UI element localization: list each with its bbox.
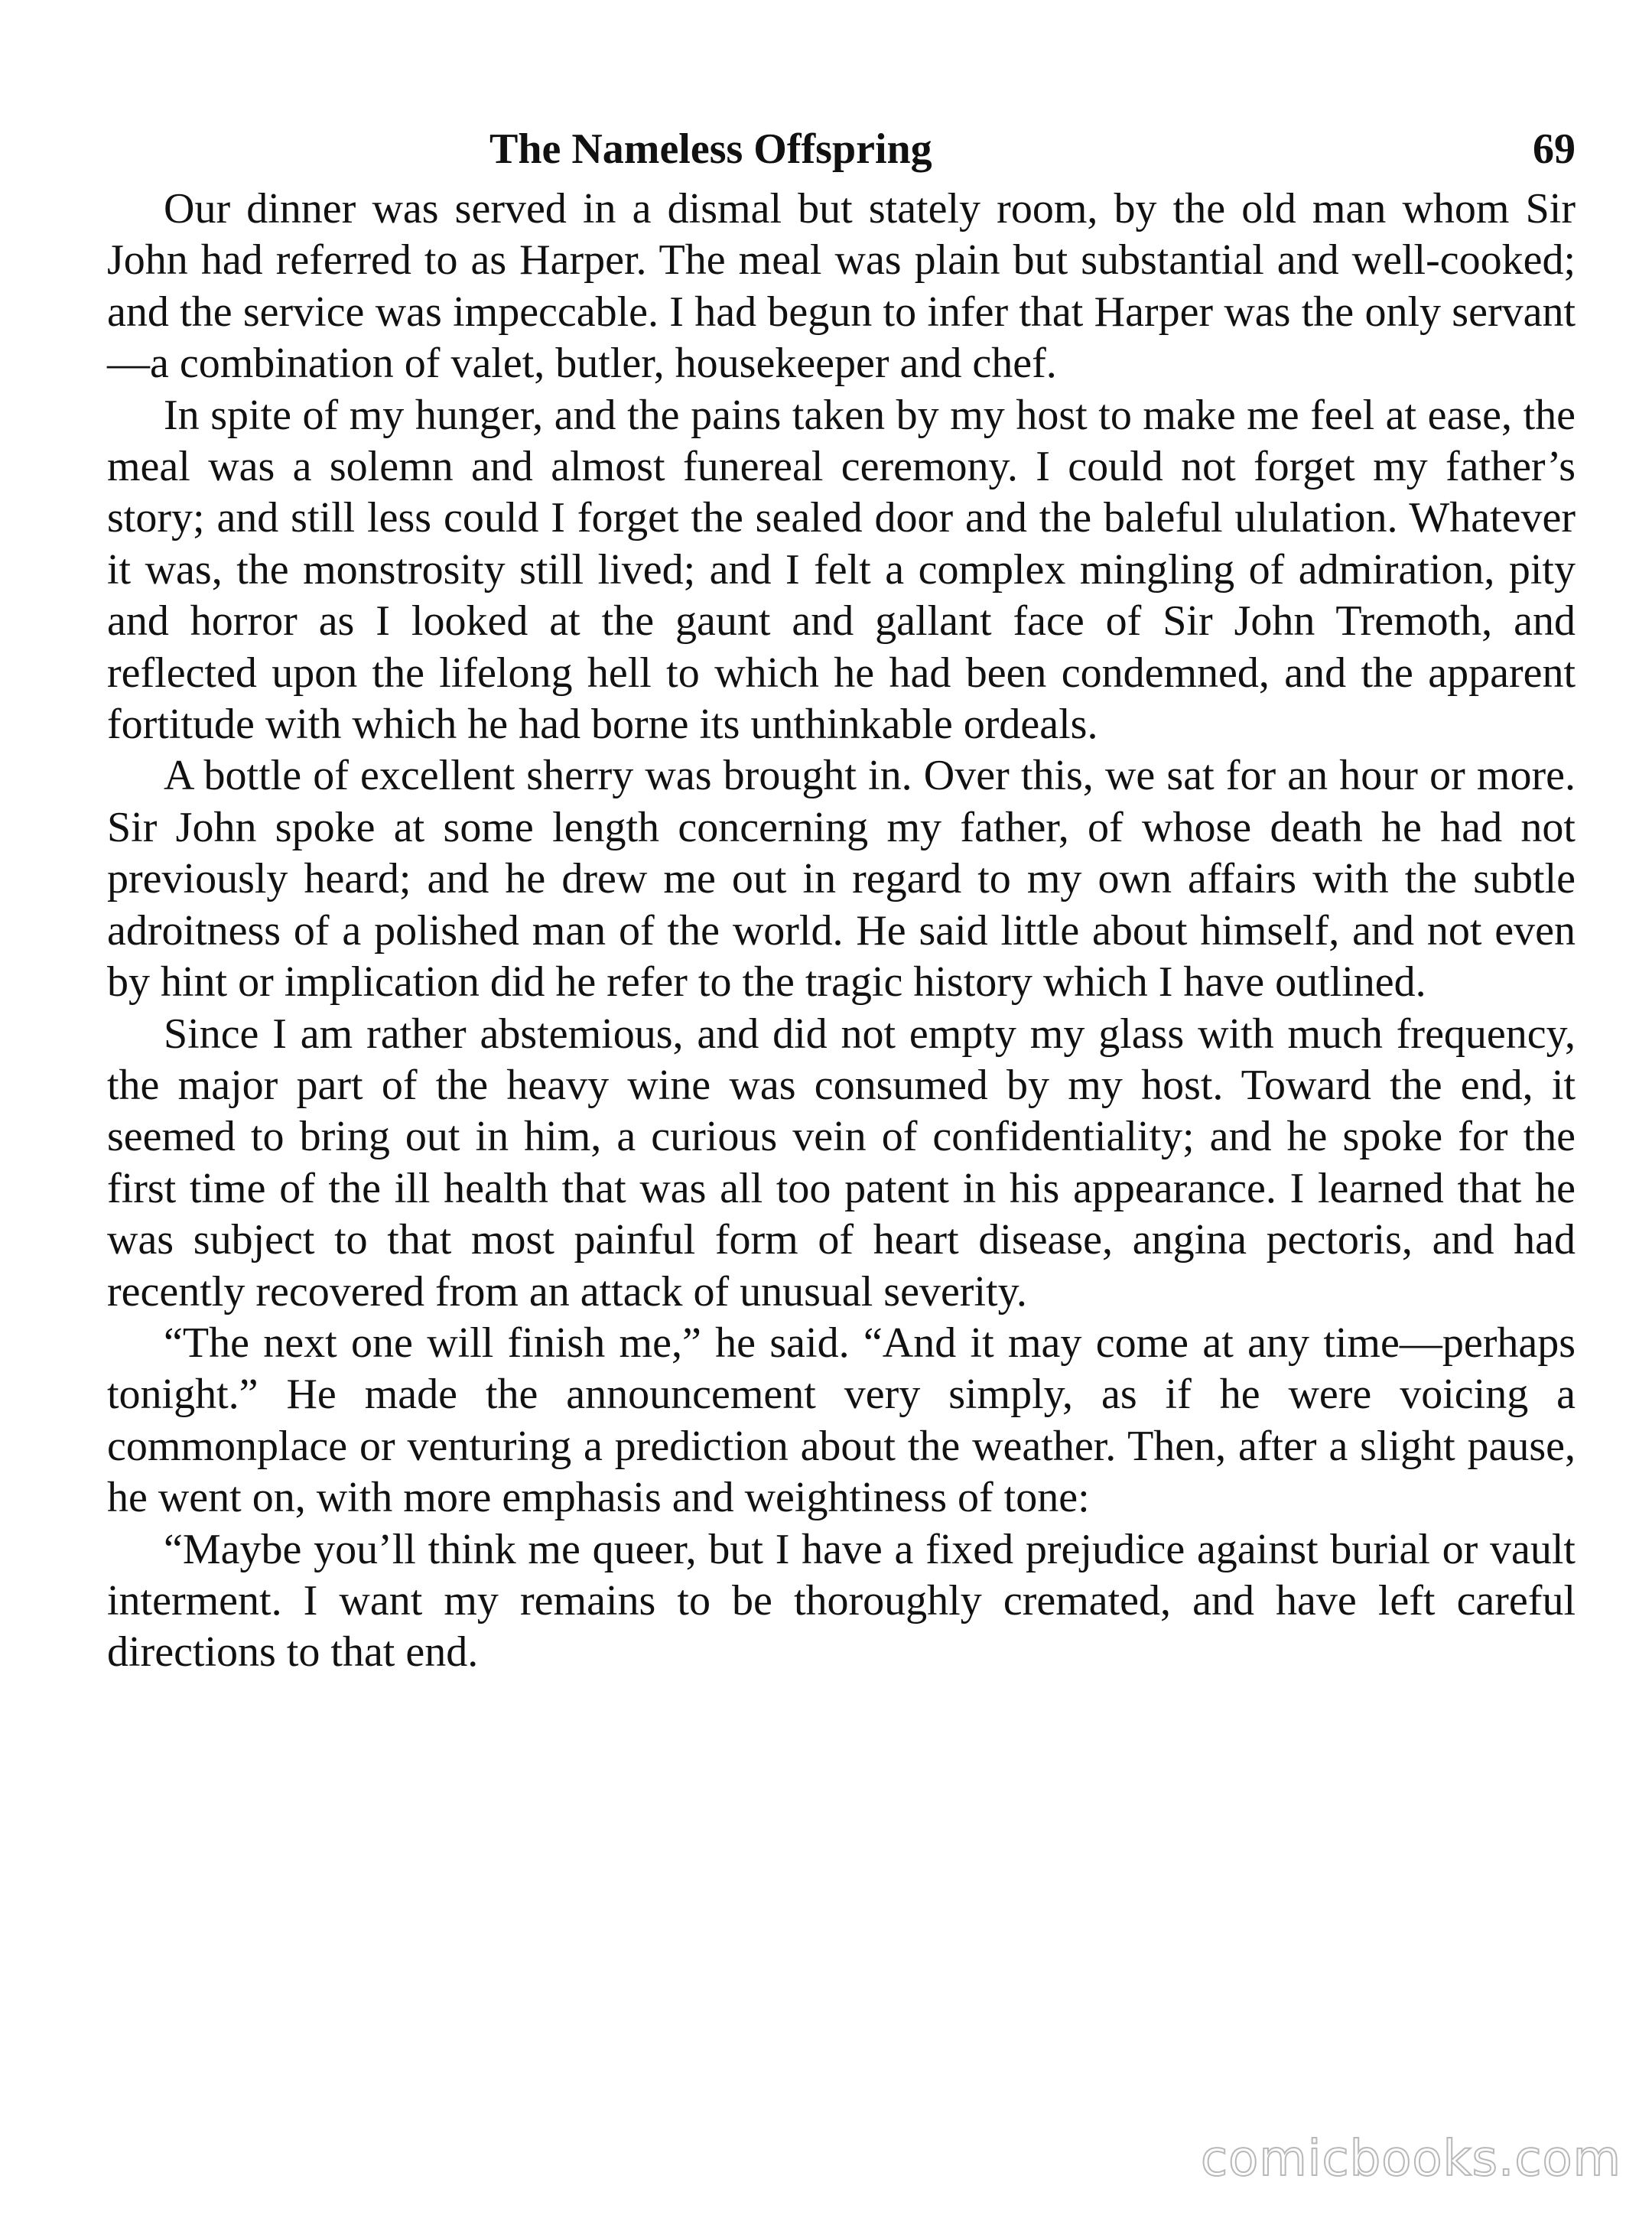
watermark: comicbooks.com (1200, 2131, 1621, 2187)
running-header (107, 115, 1576, 184)
paragraph: In spite of my hunger, and the pains taken by my host to make me feel at ease, the meal was a solemn and almost funereal ceremony. I could not forget my father’s story; and still less could I forget the sealed door and the baleful ululation. Whatever it was, the monstrosity still lived; and I felt a complex mingling of admiration, pity and horror as I looked at the gaunt and gallant face of Sir John Tremoth, and reflected upon the lifelong hell to which he had been condemned, and the apparent fortitude with which he had borne its unthinkable ordeals. (107, 391, 1576, 749)
page-number: 69 (1533, 125, 1576, 173)
body-text (107, 184, 1576, 1679)
book-page (107, 115, 1576, 2149)
running-title: The Nameless Offspring (489, 125, 932, 173)
paragraph: Our dinner was served in a dismal but stately room, by the old man whom Sir John had referred to as Harper. The meal was plain but substantial and well-cooked; and the service was impeccable. I had begun to infer that Harper was the only servant—a combination of valet, butler, housekeeper and chef. (107, 185, 1576, 388)
paragraph: “The next one will finish me,” he said. “And it may come at any time—perhaps tonight.” He made the announcement very simply, as if he were voicing a commonplace or venturing a prediction about the weather. Then, after a slight pause, he went on, with more emphasis and weightiness of tone: (107, 1319, 1576, 1522)
paragraph: “Maybe you’ll think me queer, but I have a fixed prejudice against burial or vault interment. I want my remains to be thoroughly cremated, and have left careful directions to that end. (107, 1525, 1576, 1677)
paragraph: A bottle of excellent sherry was brought in. Over this, we sat for an hour or more. Sir John spoke at some length concerning my father, of whose death he had not previously heard; and he drew me out in regard to my own affairs with the subtle adroitness of a polished man of the world. He said little about himself, and not even by hint or implication did he refer to the tragic history which I have outlined. (107, 752, 1576, 1007)
paragraph: Since I am rather abstemious, and did not empty my glass with much frequency, the major part of the heavy wine was consumed by my host. Toward the end, it seemed to bring out in him, a curious vein of confidentiality; and he spoke for the first time of the ill health that was all too patent in his appearance. I learned that he was subject to that most painful form of heart disease, angina pectoris, and had recently recovered from an attack of unusual severity. (107, 1010, 1576, 1316)
